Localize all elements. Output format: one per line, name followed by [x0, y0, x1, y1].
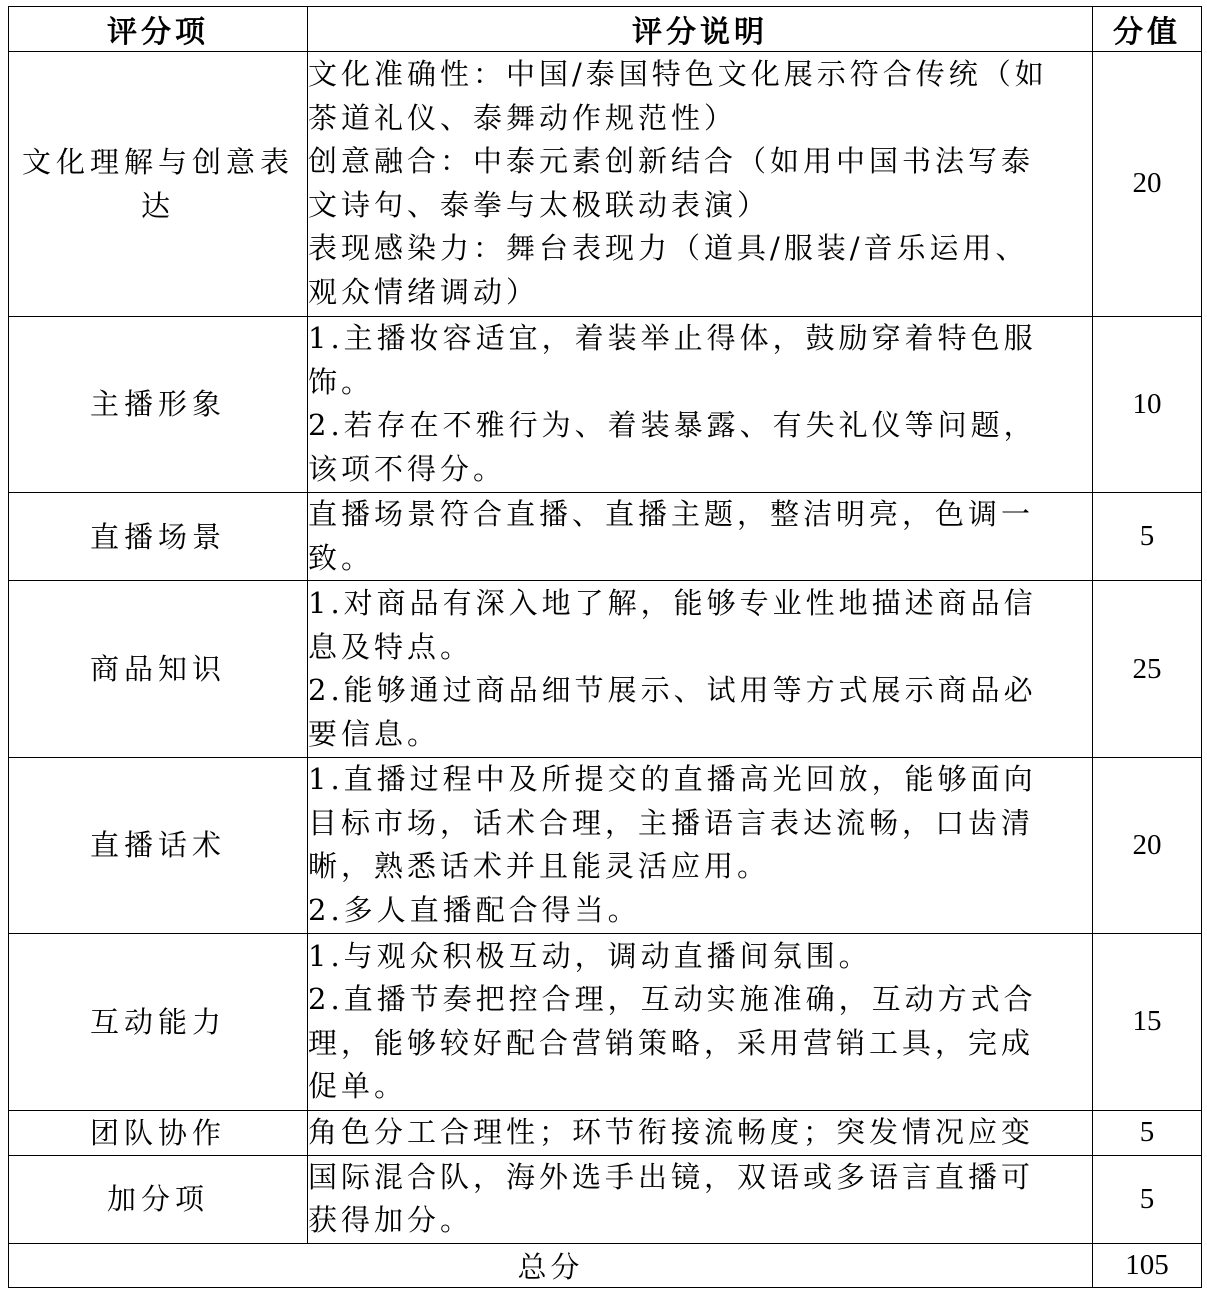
table-row [9, 493, 1202, 581]
description-line: 1.直播过程中及所提交的直播高光回放，能够面向 [308, 762, 1037, 797]
description-line: 创意融合：中泰元素创新结合（如用中国书法写泰 [308, 144, 1035, 179]
row-score: 25 [1093, 581, 1202, 757]
item-line: 互动能力 [89, 1004, 226, 1039]
row-description [308, 581, 1093, 757]
description-line: 文化准确性：中国/泰国特色文化展示符合传统（如 [308, 57, 1048, 92]
description-line: 1.与观众积极互动，调动直播间氛围。 [308, 938, 872, 973]
row-score: 5 [1093, 1110, 1202, 1155]
header-item: 评分项 [9, 7, 308, 52]
table-row [9, 1110, 1202, 1155]
row-item [9, 1110, 308, 1155]
description-line: 该项不得分。 [308, 451, 507, 486]
description-line: 晰，熟悉话术并且能灵活应用。 [308, 849, 771, 884]
total-label: 总分 [9, 1244, 1093, 1288]
total-row [9, 1244, 1202, 1288]
row-score: 10 [1093, 316, 1202, 492]
total-score: 105 [1093, 1244, 1202, 1288]
scoring-table [8, 6, 1202, 1288]
item-line: 加分项 [106, 1182, 209, 1217]
row-description [308, 934, 1093, 1110]
row-item [9, 934, 308, 1110]
item-line: 直播场景 [89, 519, 226, 554]
row-item [9, 52, 308, 317]
item-line: 直播话术 [89, 828, 226, 863]
description-line: 1.对商品有深入地了解，能够专业性地描述商品信 [308, 586, 1037, 621]
row-score: 15 [1093, 934, 1202, 1110]
item-line: 达 [140, 188, 175, 223]
row-score: 5 [1093, 1155, 1202, 1243]
row-description [308, 52, 1093, 317]
row-item [9, 493, 308, 581]
item-line: 商品知识 [89, 652, 226, 687]
row-description [308, 1155, 1093, 1243]
item-line: 文化理解与创意表 [21, 144, 294, 179]
description-line: 息及特点。 [308, 629, 474, 664]
description-line: 1.主播妆容适宜，着装举止得体，鼓励穿着特色服 [308, 321, 1037, 356]
table-row [9, 581, 1202, 757]
description-line: 表现感染力：舞台表现力（道具/服装/音乐运用、 [308, 231, 1029, 266]
row-description [308, 1110, 1093, 1155]
description-line: 文诗句、泰拳与太极联动表演） [308, 187, 771, 222]
description-line: 国际混合队，海外选手出镜，双语或多语言直播可 [308, 1159, 1035, 1194]
header-description: 评分说明 [308, 7, 1093, 52]
table-row [9, 757, 1202, 933]
description-line: 理，能够较好配合营销策略，采用营销工具，完成 [308, 1025, 1035, 1060]
description-line: 2.能够通过商品细节展示、试用等方式展示商品必 [308, 673, 1037, 708]
description-line: 要信息。 [308, 716, 441, 751]
header-row [9, 7, 1202, 52]
description-line: 致。 [308, 540, 375, 575]
description-line: 观众情绪调动） [308, 274, 540, 309]
row-description [308, 316, 1093, 492]
row-description [308, 493, 1093, 581]
item-line: 主播形象 [89, 387, 226, 422]
row-item [9, 1155, 308, 1243]
row-item [9, 316, 308, 492]
description-line: 茶道礼仪、泰舞动作规范性） [308, 100, 738, 135]
description-line: 2.若存在不雅行为、着装暴露、有失礼仪等问题， [308, 408, 1037, 443]
description-line: 获得加分。 [308, 1203, 474, 1238]
table-row [9, 1155, 1202, 1243]
description-line: 2.多人直播配合得当。 [308, 892, 641, 927]
description-line: 目标市场，话术合理，主播语言表达流畅，口齿清 [308, 805, 1035, 840]
table-row [9, 52, 1202, 317]
item-line: 团队协作 [89, 1115, 226, 1150]
row-score: 5 [1093, 493, 1202, 581]
row-item [9, 757, 308, 933]
description-line: 2.直播节奏把控合理，互动实施准确，互动方式合 [308, 982, 1037, 1017]
row-item [9, 581, 308, 757]
table-row [9, 316, 1202, 492]
description-line: 直播场景符合直播、直播主题，整洁明亮，色调一 [308, 497, 1035, 532]
row-description [308, 757, 1093, 933]
row-score: 20 [1093, 52, 1202, 317]
description-line: 饰。 [308, 364, 375, 399]
description-line: 促单。 [308, 1069, 408, 1104]
description-line: 角色分工合理性；环节衔接流畅度；突发情况应变 [308, 1114, 1035, 1149]
row-score: 20 [1093, 757, 1202, 933]
header-score: 分值 [1093, 7, 1202, 52]
table-row [9, 934, 1202, 1110]
